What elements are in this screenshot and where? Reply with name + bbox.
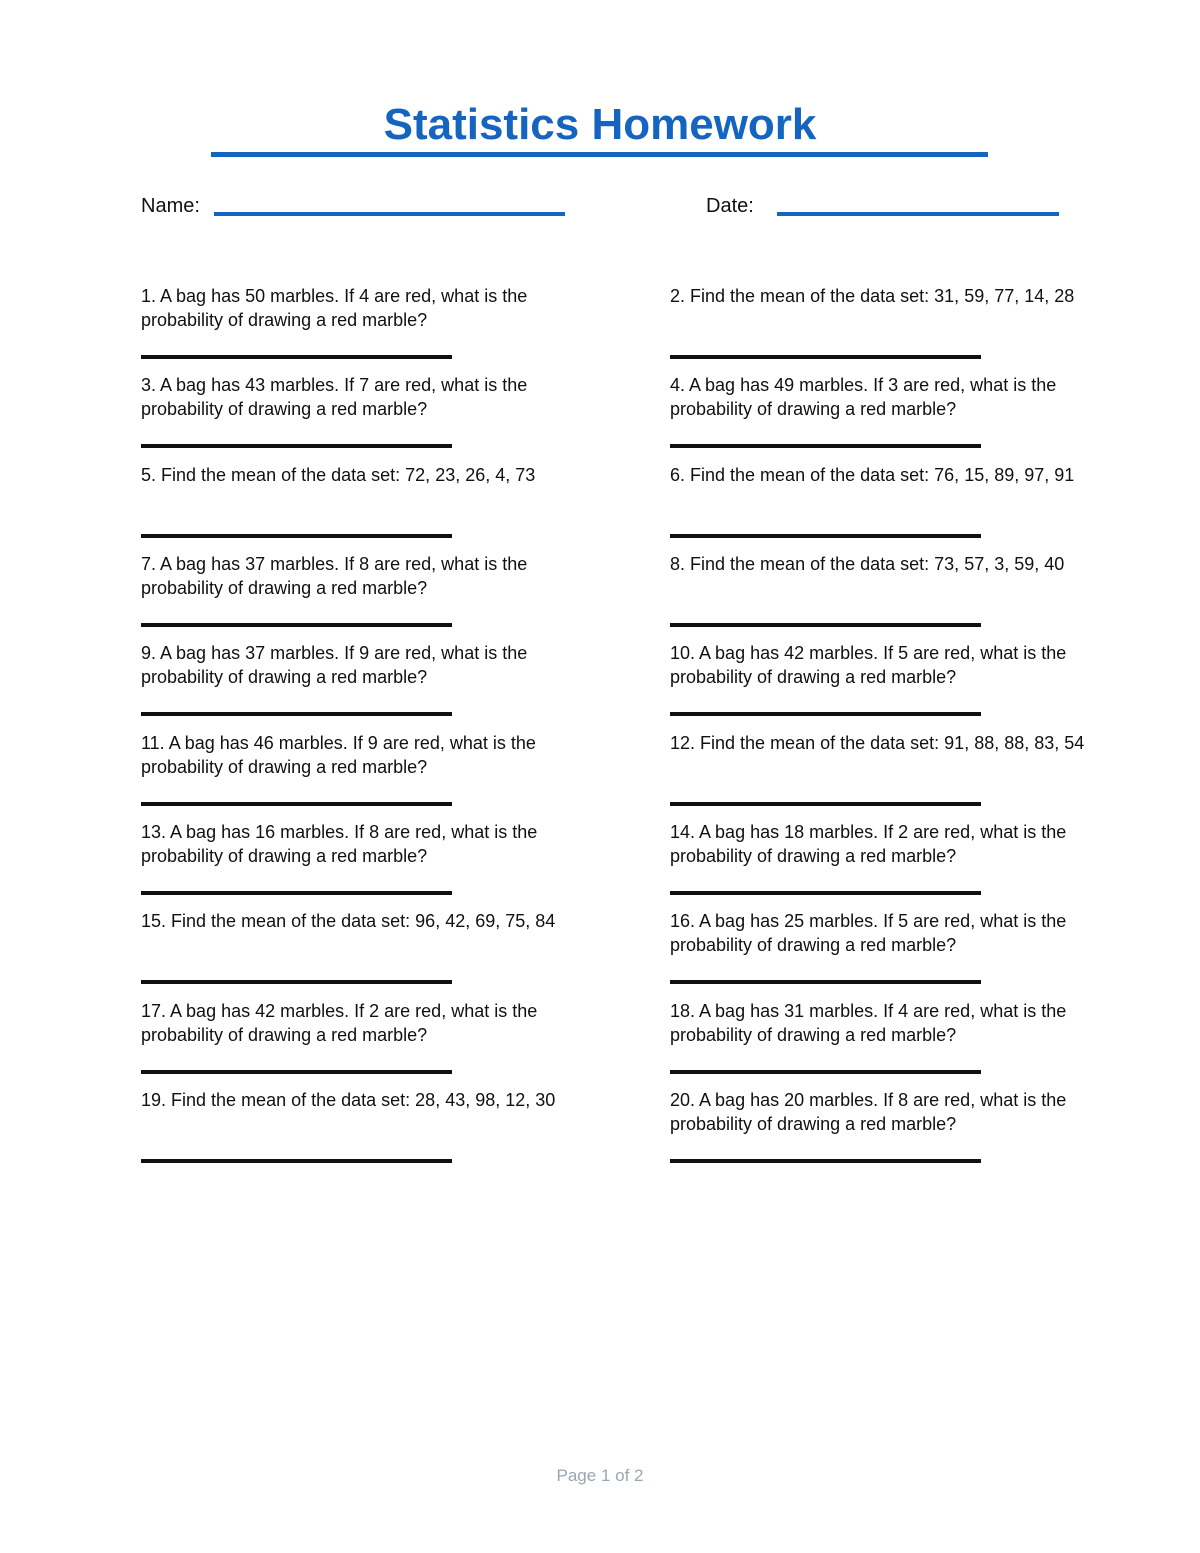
answer-line-4[interactable]	[670, 444, 981, 448]
answer-line-9[interactable]	[141, 712, 452, 716]
question-5: 5. Find the mean of the data set: 72, 23, 26, 4, 73	[141, 465, 536, 485]
question-19: 19. Find the mean of the data set: 28, 43, 98, 12, 30	[141, 1090, 556, 1110]
answer-line-7[interactable]	[141, 623, 452, 627]
answer-line-20[interactable]	[670, 1159, 981, 1163]
answer-line-3[interactable]	[141, 444, 452, 448]
answer-line-12[interactable]	[670, 802, 981, 806]
question-1: 1. A bag has 50 marbles. If 4 are red, what is the probability of drawing a red marble?	[141, 286, 528, 330]
date-field-line[interactable]	[777, 212, 1059, 216]
answer-line-10[interactable]	[670, 712, 981, 716]
question-16: 16. A bag has 25 marbles. If 5 are red, what is the probability of drawing a red marble?	[670, 911, 1067, 955]
answer-line-5[interactable]	[141, 534, 452, 538]
answer-line-11[interactable]	[141, 802, 452, 806]
question-11: 11. A bag has 46 marbles. If 9 are red, what is the probability of drawing a red marble?	[141, 733, 536, 777]
question-4: 4. A bag has 49 marbles. If 3 are red, what is the probability of drawing a red marble?	[670, 375, 1057, 419]
answer-line-16[interactable]	[670, 980, 981, 984]
question-20: 20. A bag has 20 marbles. If 8 are red, what is the probability of drawing a red marble?	[670, 1090, 1067, 1134]
answer-line-6[interactable]	[670, 534, 981, 538]
answer-line-1[interactable]	[141, 355, 452, 359]
answer-line-17[interactable]	[141, 1070, 452, 1074]
question-2: 2. Find the mean of the data set: 31, 59, 77, 14, 28	[670, 286, 1075, 306]
question-7: 7. A bag has 37 marbles. If 8 are red, what is the probability of drawing a red marble?	[141, 554, 528, 598]
title-underline	[211, 152, 988, 157]
page-number: Page 1 of 2	[556, 1466, 644, 1485]
question-6: 6. Find the mean of the data set: 76, 15, 89, 97, 91	[670, 465, 1075, 485]
page-title: Statistics Homework	[383, 100, 817, 149]
name-label: Name:	[141, 195, 200, 217]
question-12: 12. Find the mean of the data set: 91, 88, 88, 83, 54	[670, 733, 1085, 753]
answer-line-14[interactable]	[670, 891, 981, 895]
question-3: 3. A bag has 43 marbles. If 7 are red, what is the probability of drawing a red marble?	[141, 375, 528, 419]
question-14: 14. A bag has 18 marbles. If 2 are red, what is the probability of drawing a red marble?	[670, 822, 1067, 866]
question-9: 9. A bag has 37 marbles. If 9 are red, what is the probability of drawing a red marble?	[141, 643, 528, 687]
question-15: 15. Find the mean of the data set: 96, 42, 69, 75, 84	[141, 911, 556, 931]
answer-line-15[interactable]	[141, 980, 452, 984]
question-18: 18. A bag has 31 marbles. If 4 are red, what is the probability of drawing a red marble?	[670, 1001, 1067, 1045]
answer-line-18[interactable]	[670, 1070, 981, 1074]
question-8: 8. Find the mean of the data set: 73, 57, 3, 59, 40	[670, 554, 1065, 574]
question-10: 10. A bag has 42 marbles. If 5 are red, what is the probability of drawing a red marble?	[670, 643, 1067, 687]
answer-line-2[interactable]	[670, 355, 981, 359]
answer-line-13[interactable]	[141, 891, 452, 895]
answer-line-8[interactable]	[670, 623, 981, 627]
question-17: 17. A bag has 42 marbles. If 2 are red, what is the probability of drawing a red marble?	[141, 1001, 538, 1045]
question-13: 13. A bag has 16 marbles. If 8 are red, what is the probability of drawing a red marble?	[141, 822, 538, 866]
date-label: Date:	[706, 195, 754, 217]
name-field-line[interactable]	[214, 212, 565, 216]
answer-line-19[interactable]	[141, 1159, 452, 1163]
